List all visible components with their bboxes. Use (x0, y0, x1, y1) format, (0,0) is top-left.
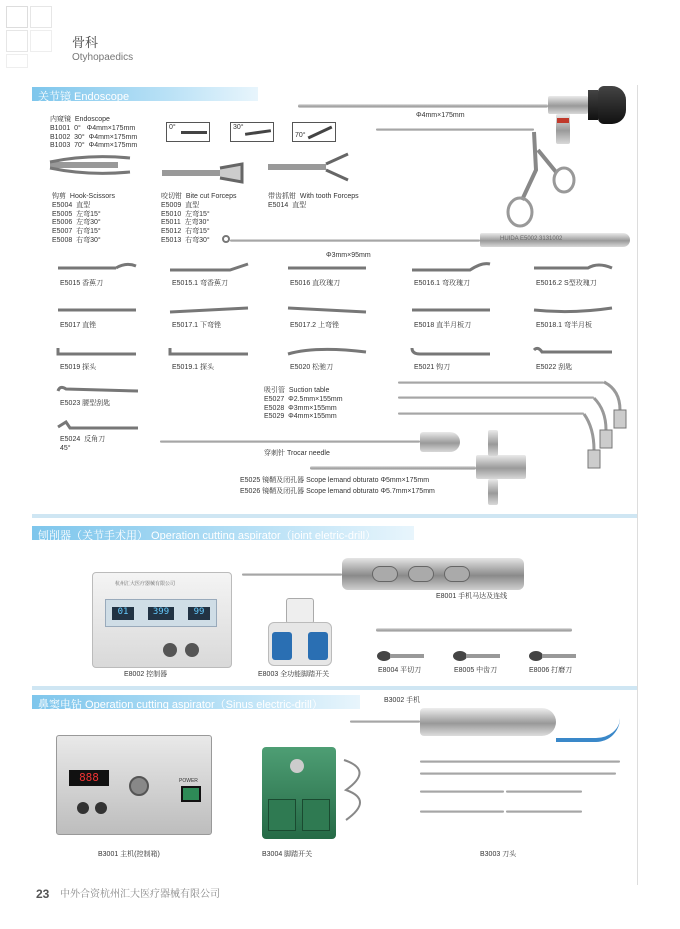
console-port-left (77, 802, 89, 814)
arthroscope-eyepiece (588, 90, 598, 120)
e8001-label: E8001 手机马达及连线 (436, 593, 508, 600)
knife-tip-icon (168, 304, 252, 318)
e5024-label: E5024 反角刀 45° (60, 436, 106, 452)
knife-label: E5017.2 上弯锉 (290, 322, 340, 329)
probe-size: Φ3mm×95mm (326, 252, 371, 259)
knife-tip-icon (410, 304, 494, 318)
blade-e8006-icon (528, 650, 578, 664)
section-separator-2 (32, 686, 637, 690)
controller-brand-plate: 杭州汇大医疗器械有限公司 (115, 581, 176, 587)
e8002-label: E8002 控制器 (124, 671, 168, 678)
page-subtitle: Otyhopaedics (72, 52, 134, 63)
knife-label: E5017 直锉 (60, 322, 97, 329)
display-right: 99 (188, 607, 210, 620)
bite-forceps-list: 咬切钳 Bite cut Forceps E5009 直型 E5010 左弯15° E5011 左弯30° E5012 右弯15° E5013 右弯30° (161, 193, 237, 244)
knife-label: E5022 刮匙 (536, 364, 573, 371)
trocar-label: 穿刺针 Trocar needle (264, 450, 330, 457)
bite-forceps-tip-icon (160, 160, 244, 188)
sheath-valve-top (488, 430, 498, 456)
e8003-label: E8003 全功能脚踏开关 (258, 671, 330, 678)
arthroscope-port-ring (557, 118, 569, 123)
page-title: 骨科 (72, 36, 99, 51)
controller-display-panel (105, 599, 217, 627)
e5023-label: E5023 腰型刮匙 (60, 400, 111, 407)
console-power-switch (181, 786, 201, 802)
footswitch-e8003 (262, 598, 338, 670)
corner-decoration (0, 0, 70, 75)
knife-tip-icon (532, 304, 616, 318)
section-endoscope-heading: 关节镜 Endoscope (32, 87, 258, 101)
knife-tip-icon (410, 346, 494, 360)
drill-bit (506, 810, 582, 813)
knife-label: E5015.1 弯香蕉刀 (172, 280, 229, 287)
angle-box-30: 30° (230, 122, 274, 142)
e8006-label: E8006 打磨刀 (529, 667, 573, 674)
knife-label: E5018 直半月板刀 (414, 322, 472, 329)
hook-scissors-list: 钩剪 Hook-Scissors E5004 直型 E5005 左弯15° E5006 左弯30° E5007 右弯15° E5008 右弯30° (52, 193, 116, 244)
knife-label: E5019 探头 (60, 364, 97, 371)
b3002-label: B3002 手机 (384, 697, 421, 704)
knife-label: E5018.1 弯半月板 (536, 322, 593, 329)
knife-tip-icon (168, 346, 252, 360)
sheath-body (476, 455, 526, 479)
console-display: 888 (69, 770, 109, 786)
angle-box-0: 0° (166, 122, 210, 142)
arthroscope-eyecup (598, 86, 626, 124)
page-number: 23 (36, 887, 50, 901)
console-b3001 (56, 735, 212, 835)
drill-bit (506, 790, 582, 793)
knife-tip-icon (168, 262, 252, 276)
knife-tip-icon (56, 262, 140, 276)
right-divider (637, 85, 638, 885)
suction-list: 吸引管 Suction table E5027 Φ2.5mm×155mm E5028 Φ3mm×155mm E5029 Φ4mm×155mm (264, 387, 343, 421)
company-name: 中外合资杭州汇大医疗器械有限公司 (60, 889, 220, 900)
knife-label: E5020 松驰刀 (290, 364, 334, 371)
probe-hook (222, 235, 230, 243)
sinus-handpiece-needle (350, 720, 420, 723)
knife-tip-icon (286, 304, 370, 318)
suction-connectors-icon (560, 380, 630, 477)
arthroscope-body (548, 96, 588, 114)
probe-shaft (230, 239, 480, 242)
knife-tip-icon (532, 346, 616, 360)
blade-e8005-icon (452, 650, 502, 664)
trocar-handle (420, 432, 460, 452)
knife-label: E5021 钩刀 (414, 364, 451, 371)
section-separator-1 (32, 514, 637, 518)
probe-marking: HUIDA E5002 3131002 (500, 236, 563, 242)
b3003-label: B3003 刀头 (480, 851, 517, 858)
knife-label: E5016.1 弯玫瑰刀 (414, 280, 471, 287)
sheath-shaft (310, 466, 476, 470)
tooth-forceps-tip-icon (266, 152, 350, 184)
e8004-label: E8004 平切刀 (378, 667, 422, 674)
forceps-handle-icon (500, 130, 580, 232)
console-power-label: POWER (179, 778, 198, 784)
knife-tip-icon (286, 262, 370, 276)
cable-coil-icon (334, 750, 378, 832)
display-left: 01 (112, 607, 134, 620)
b3001-label: B3001 主机(控制箱) (98, 851, 160, 858)
knife-label: E5016 直玫瑰刀 (290, 280, 341, 287)
sinus-handpiece-cable (556, 718, 620, 742)
console-knob (129, 776, 149, 796)
drill-bit (420, 810, 504, 813)
knife-label: E5017.1 下弯锉 (172, 322, 222, 329)
e8005-label: E8005 中齿刀 (454, 667, 498, 674)
controller-port (163, 643, 177, 657)
display-center: 399 (148, 607, 174, 620)
sinus-handpiece-body (420, 708, 556, 736)
section-sinus-heading: 鼻窦电钻 Operation cutting aspirator（Sinus electric-drill） (32, 695, 360, 709)
sheath-valve-bottom (488, 479, 498, 505)
curette-e5023-icon (56, 385, 140, 399)
knife-label: E5019.1 探头 (172, 364, 215, 371)
obturator-e5026: E5026 镜鞘及闭孔器 Scope lemand obturato Φ5.7mm×175mm (240, 488, 435, 495)
drill-bit (420, 760, 620, 763)
knife-tip-icon (286, 346, 370, 360)
b3004-label: B3004 脚踏开关 (262, 851, 313, 858)
hook-scissors-tip-icon (48, 152, 132, 180)
cutter-blade-long (376, 628, 572, 632)
controller-e8002 (92, 572, 232, 668)
knife-tip-icon (532, 262, 616, 276)
console-port-right (95, 802, 107, 814)
handpiece-e8001-needle (242, 573, 342, 576)
knife-tip-icon (410, 262, 494, 276)
endoscope-list: 内窥镜 Endoscope B1001 0° Φ4mm×175mm B1002 30° Φ4mm×175mm B1003 70° Φ4mm×175mm (50, 116, 138, 150)
tooth-forceps-list: 带齿抓钳 With tooth Forceps E5014 直型 (268, 193, 359, 209)
knife-label: E5015 香蕉刀 (60, 280, 104, 287)
handpiece-e8001-body (342, 558, 524, 590)
angle-box-70: 70° (292, 122, 336, 142)
obturator-e5025: E5025 镜鞘及闭孔器 Scope lemand obturato Φ5mm×175mm (240, 477, 430, 484)
section-cutting-heading: 刨削器（关节手术用） Operation cutting aspirator（joint eletric-drill） (32, 526, 414, 540)
footswitch-b3004 (262, 747, 336, 839)
controller-port (185, 643, 199, 657)
knife-e5024-icon (56, 420, 140, 436)
knife-tip-icon (56, 346, 140, 360)
arthroscope-shaft (298, 104, 548, 108)
suction-tube-3 (398, 412, 584, 415)
blade-e8004-icon (376, 650, 426, 664)
drill-bit (420, 772, 616, 775)
knife-tip-icon (56, 304, 140, 318)
arthroscope-size: Φ4mm×175mm (416, 112, 465, 119)
drill-bit (420, 790, 504, 793)
trocar-shaft (160, 440, 420, 443)
knife-label: E5016.2 S型玫瑰刀 (536, 280, 597, 287)
